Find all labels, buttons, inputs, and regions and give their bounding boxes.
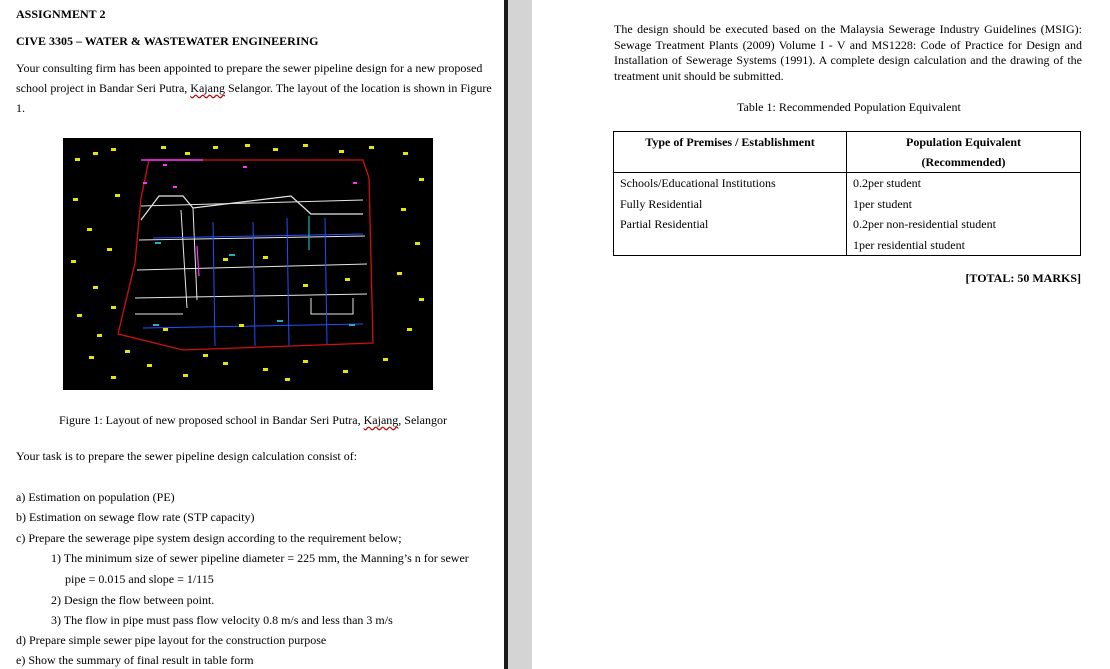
task-intro: Your task is to prepare the sewer pipeline design calculation consist of: bbox=[16, 449, 358, 463]
task-b: b) Estimation on sewage flow rate (STP capacity) bbox=[16, 510, 255, 524]
premises-cell: Schools/Educational Institutions Fully Residential Partial Residential bbox=[614, 173, 847, 256]
header-premises: Type of Premises / Establishment bbox=[614, 132, 847, 173]
site-layout-figure bbox=[63, 138, 433, 390]
population-equivalent-table bbox=[613, 131, 1081, 256]
task-c1-line-2: pipe = 0.015 and slope = 1/115 bbox=[65, 572, 214, 586]
table-row bbox=[614, 173, 1081, 256]
document-page-left bbox=[0, 0, 504, 669]
figure-caption: Figure 1: Layout of new proposed school in Bandar Seri Putra, Kajang, Selangor bbox=[59, 413, 447, 427]
task-c1-line-1: 1) The minimum size of sewer pipeline diameter = 225 mm, the Manning’s n for sewer bbox=[51, 551, 469, 565]
table-header-row bbox=[614, 132, 1081, 173]
intro-line-2: school project in Bandar Seri Putra, Kajang Selangor. The layout of the location is shown in Figure bbox=[16, 81, 492, 95]
document-page-right bbox=[532, 0, 1110, 669]
design-paragraph: The design should be executed based on the Malaysia Sewerage Industry Guidelines (MSIG): Sewage Treatment Plants (2009) Volume I - V and MS1228: Code of Practice for Design and Installation of Sewerage Systems (1991). A complete design calculation and the drawing of the treatment unit should be submitted. bbox=[614, 22, 1082, 83]
task-e: e) Show the summary of final result in table form bbox=[16, 653, 254, 667]
assignment-heading: ASSIGNMENT 2 bbox=[16, 7, 106, 21]
task-a: a) Estimation on population (PE) bbox=[16, 490, 175, 504]
header-population-equivalent: Population Equivalent (Recommended) bbox=[847, 132, 1081, 173]
task-c2: 2) Design the flow between point. bbox=[51, 593, 215, 607]
intro-line-1: Your consulting firm has been appointed to prepare the sewer pipeline design for a new proposed bbox=[16, 61, 483, 75]
table-caption: Table 1: Recommended Population Equivalent bbox=[737, 100, 961, 114]
pe-cell: 0.2per student 1per student 0.2per non-residential student 1per residential student bbox=[847, 173, 1081, 256]
task-c3: 3) The flow in pipe must pass flow velocity 0.8 m/s and less than 3 m/s bbox=[51, 613, 393, 627]
cad-layout-drawing bbox=[63, 138, 433, 390]
total-marks: [TOTAL: 50 MARKS] bbox=[965, 271, 1081, 285]
task-d: d) Prepare simple sewer pipe layout for the construction purpose bbox=[16, 633, 327, 647]
spellcheck-word: Kajang bbox=[363, 413, 399, 427]
task-c: c) Prepare the sewerage pipe system design according to the requirement below; bbox=[16, 531, 402, 545]
page-gap bbox=[508, 0, 532, 669]
course-title: CIVE 3305 – WATER & WASTEWATER ENGINEERING bbox=[16, 34, 319, 48]
spellcheck-word: Kajang bbox=[190, 81, 225, 95]
intro-line-3: 1. bbox=[16, 101, 25, 115]
